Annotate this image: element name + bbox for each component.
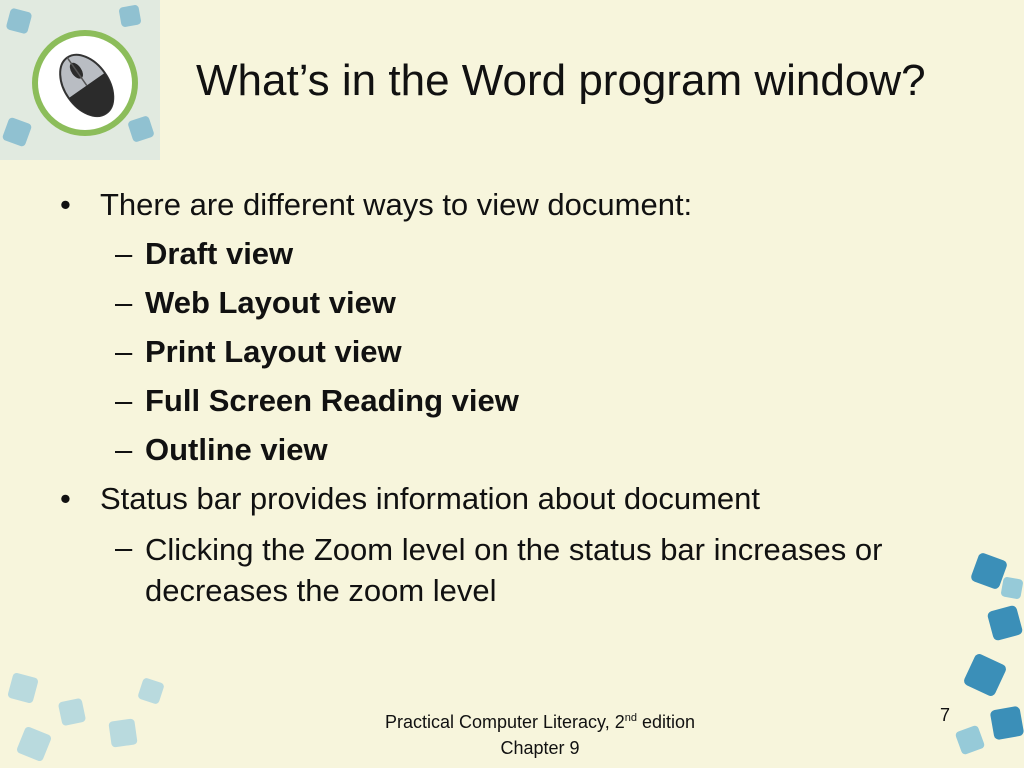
footer-line-1 xyxy=(340,705,740,735)
sub-item-web-layout-view xyxy=(60,284,980,322)
slide-content xyxy=(60,186,980,622)
sub-item-outline-view xyxy=(60,431,980,469)
dash-glyph: – xyxy=(115,530,133,565)
sub-item-text: Outline view xyxy=(145,432,328,467)
bottom-left-pattern xyxy=(0,660,180,768)
footer-edition: edition xyxy=(636,712,696,732)
dash-glyph: – xyxy=(115,334,133,369)
dash-glyph: – xyxy=(115,383,133,418)
page-number: 7 xyxy=(939,705,950,725)
sub-item-text: Clicking the Zoom level on the status bar increases or decreases the zoom level xyxy=(145,532,883,608)
footer-line-2: Chapter 9 xyxy=(500,738,580,758)
dash-glyph: – xyxy=(115,285,133,320)
sub-item-draft-view xyxy=(60,235,980,273)
bullet-glyph: • xyxy=(60,481,71,516)
dash-glyph: – xyxy=(115,236,133,271)
top-left-pattern xyxy=(0,0,160,160)
dash-glyph: – xyxy=(115,432,133,467)
footer-text xyxy=(340,705,740,761)
slide-title: What’s in the Word program window? xyxy=(196,56,926,105)
bullet-view-ways xyxy=(60,186,980,224)
sub-item-text: Full Screen Reading view xyxy=(145,383,519,418)
footer-superscript: nd xyxy=(624,712,637,724)
sub-item-text: Web Layout view xyxy=(145,285,396,320)
sub-item-text: Print Layout view xyxy=(145,334,402,369)
computer-mouse-icon xyxy=(30,28,140,138)
sub-item-text: Draft view xyxy=(145,236,294,271)
sub-item-full-screen-reading-view xyxy=(60,382,980,420)
bullet-text: There are different ways to view document: xyxy=(100,187,693,222)
bullet-status-bar xyxy=(60,480,980,518)
bullet-text: Status bar provides information about document xyxy=(100,481,760,516)
bullet-glyph: • xyxy=(60,187,71,222)
sub-item-zoom-level xyxy=(60,529,980,611)
sub-item-print-layout-view xyxy=(60,333,980,371)
footer-book-title: Practical Computer Literacy, 2 xyxy=(384,712,625,732)
